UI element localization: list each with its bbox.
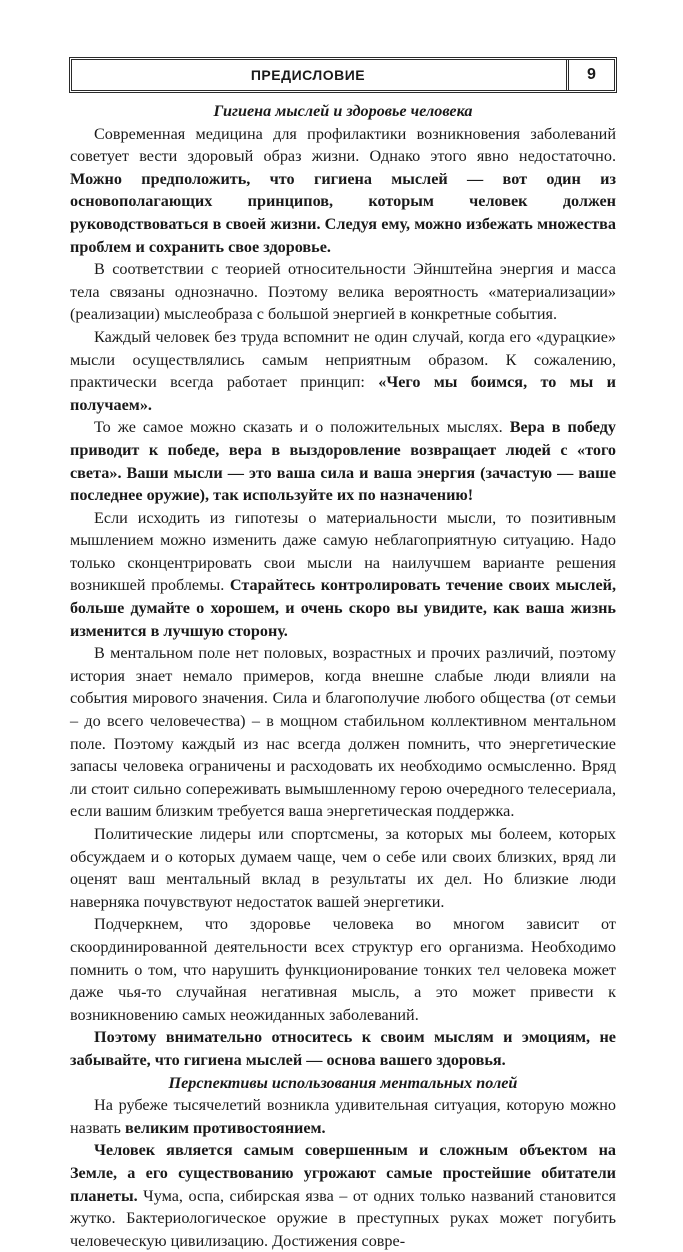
text-run: Каждый человек без труда вспомнит не один случай, когда его «дурацкие» мысли осуществлялись самым неприятным образом. К сожалению, практически всегда работает принцип: bbox=[70, 327, 616, 392]
text-run: Чума, оспа, сибирская язва – от одних только названий становится жутко. Бактериологическое оружие в преступных руках может погубить человеческую цивилизацию. Достижения совре- bbox=[70, 1186, 616, 1250]
section-heading: Перспективы использования ментальных полей bbox=[168, 1073, 518, 1092]
paragraph bbox=[70, 1139, 616, 1252]
text-run: В ментальном поле нет половых, возрастных и прочих различий, поэтому история знает немало примеров, когда внешне слабые люди влияли на события мирового значения. Сила и благополучие любого общества (от семьи – до всего человечества) – в мощном стабильном коллективном ментальном поле. Поэтому каждый из нас всегда должен помнить, что энергетические запасы человека ограничены и расходовать их необходимо осмысленно. Вряд ли стоит сильно сопереживать вымышленному герою очередного телесериала, если вашим близким требуется ваша энергетическая поддержка. bbox=[70, 644, 616, 821]
paragraph bbox=[70, 326, 616, 416]
paragraph bbox=[70, 416, 616, 506]
bold-text-run: великим противостоянием. bbox=[124, 1118, 326, 1137]
bold-text-run: Старайтесь контролировать течение своих мыслей, больше думайте о хорошем, и очень скоро вы увидите, как ваша жизнь изменится в лучшую сторону. bbox=[70, 576, 616, 640]
bold-text-run: Вера в победу приводит к победе, вера в выздоровление возвращает людей с «того света». Ваши мысли — это ваша сила и ваша энергия (зачастую — ваше последнее оружие), так используйте их по назначению! bbox=[70, 418, 617, 505]
text-run: То же самое можно сказать и о положительных мыслях. bbox=[94, 418, 510, 437]
section-heading: Гигиена мыслей и здоровье человека bbox=[213, 102, 473, 120]
paragraph bbox=[70, 258, 616, 326]
paragraph bbox=[70, 913, 616, 1026]
paragraph bbox=[70, 1026, 616, 1071]
text-run: Современная медицина для профилактики возникновения заболеваний советует вести здоровый образ жизни. Однако этого явно недостаточно. bbox=[70, 124, 616, 166]
page-number: 9 bbox=[566, 60, 614, 90]
paragraph bbox=[70, 123, 616, 259]
chapter-title: ПРЕДИСЛОВИЕ bbox=[250, 67, 366, 83]
paragraph bbox=[70, 507, 616, 643]
text-run: В соответствии с теорией относительности Эйнштейна энергия и масса тела связаны однозначно. Поэтому велика вероятность «материализации» (реализации) мыслеобраза с большой энергией в конкретные события. bbox=[70, 260, 616, 324]
text-run: Если исходить из гипотезы о материальности мысли, то позитивным мышлением можно изменить даже самую неблагоприятную ситуацию. Надо только сконцентрировать свои мысли на наилучшем варианте решения возникшей проблемы. bbox=[70, 508, 616, 595]
text-run: На рубеже тысячелетий возникла удивительная ситуация, которую можно назвать bbox=[70, 1096, 616, 1137]
bold-text-run: Поэтому внимательно относитесь к своим мыслям и эмоциям, не забывайте, что гигиена мыслей — основа вашего здоровья. bbox=[70, 1028, 616, 1069]
paragraph bbox=[70, 1094, 616, 1139]
text-run: Подчеркнем, что здоровье человека во многом зависит от скоординированной деятельности всех структур его организма. Необходимо помнить о том, что нарушить функционирование тонких тел человека может даже чья-то случайная негативная мысль, а это может привести к возникновению самых неожиданных заболеваний. bbox=[70, 915, 616, 1024]
page-header bbox=[69, 57, 617, 93]
bold-text-run: «Чего мы боимся, то мы и получаем». bbox=[70, 373, 616, 414]
bold-text-run: Человек является самым совершенным и сложным объектом на Земле, а его существованию угрожают самые простейшие обитатели планеты. bbox=[70, 1141, 616, 1205]
text-run: Политические лидеры или спортсмены, за которых мы болеем, которых обсуждаем и о которых думаем чаще, чем о себе или своих близких, вряд ли оценят ваш ментальный вклад в результаты их дел. Но близкие люди наверняка почувствуют недостаток вашей энергетики. bbox=[70, 825, 616, 911]
paragraph bbox=[70, 642, 616, 823]
body-text bbox=[70, 100, 616, 1252]
paragraph bbox=[70, 823, 616, 913]
bold-text-run: Можно предположить, что гигиена мыслей — вот один из основополагающих принципов, которым человек должен руководствоваться в своей жизни. Следуя ему, можно избежать множества проблем и сохранить свое здоровье. bbox=[70, 169, 616, 256]
